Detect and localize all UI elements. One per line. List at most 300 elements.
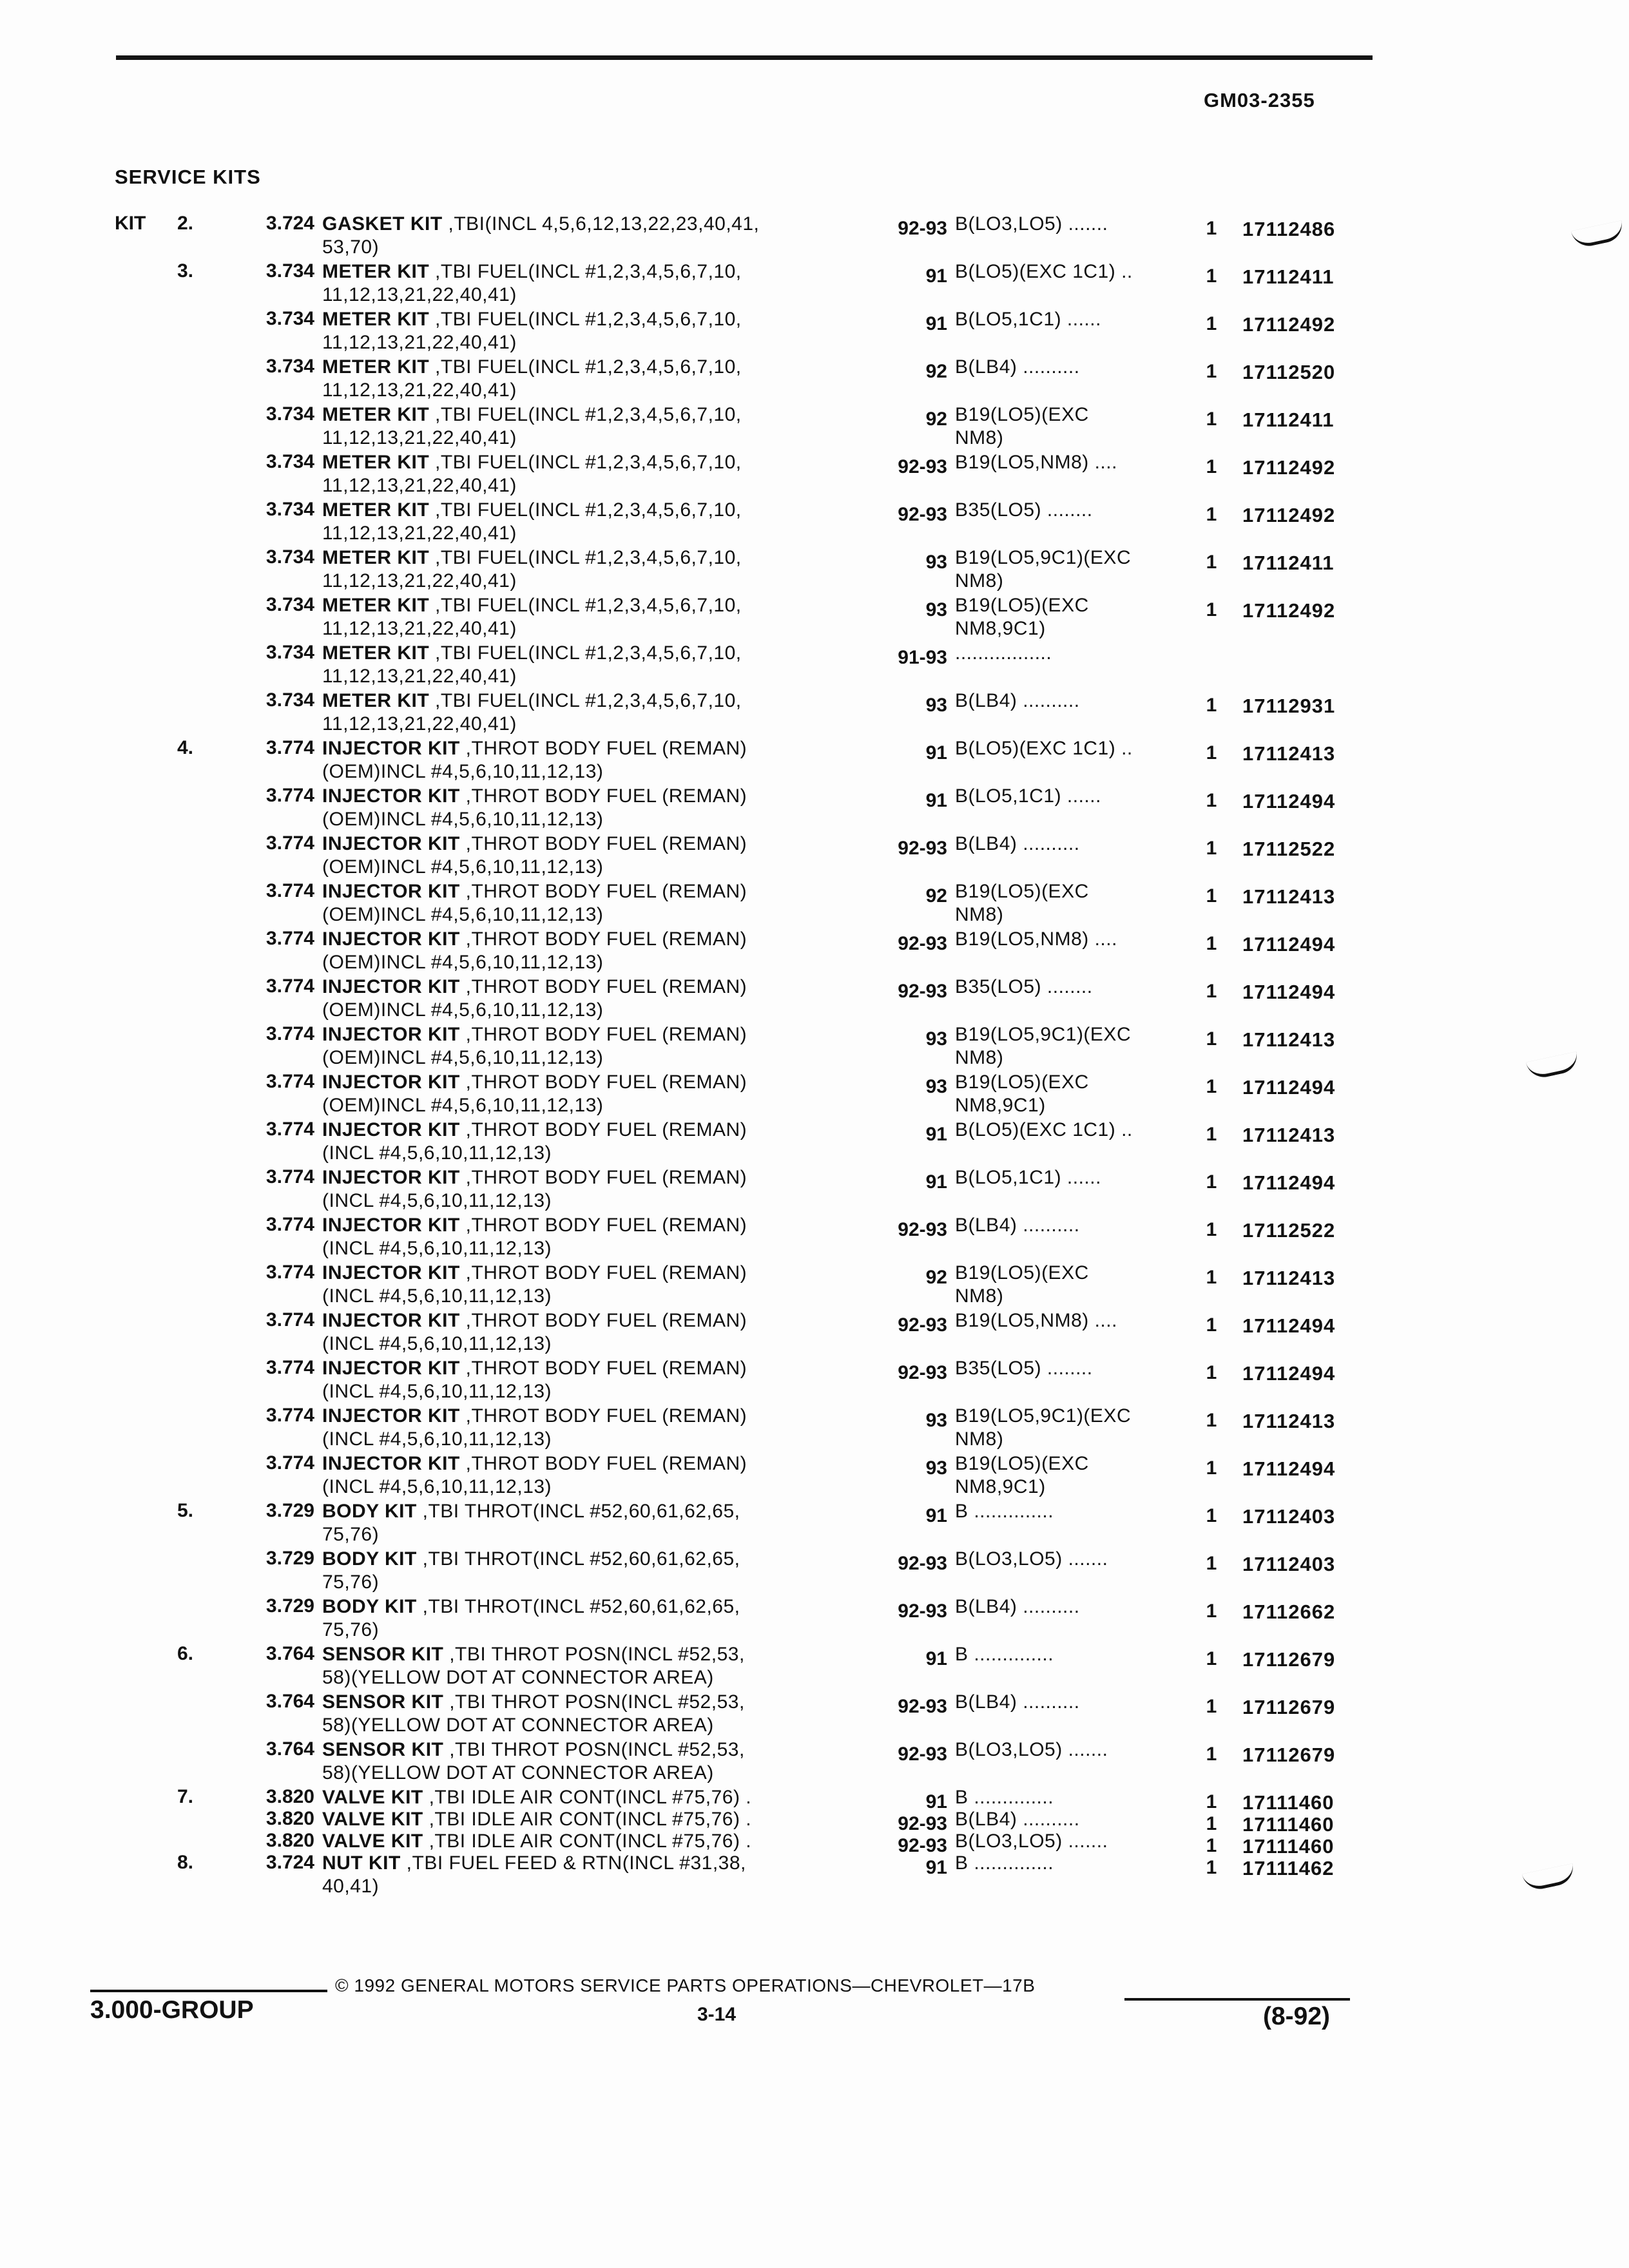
application: B35(LO5) ........ [955,1358,1093,1379]
model-years: 92-93 [898,456,947,477]
quantity: 1 [1206,1505,1217,1526]
kit-name: INJECTOR KIT [322,738,460,759]
kit-name: METER KIT [322,404,430,425]
description [322,356,883,402]
application: B19(LO5,NM8) .... [955,452,1117,473]
quantity: 1 [1206,1648,1217,1669]
item-number: 7. [177,1786,193,1807]
quantity: 1 [1206,361,1217,382]
application: B19(LO5,NM8) .... [955,928,1117,950]
table-row [0,1119,1629,1168]
figure-ref: 3.764 [265,1738,314,1760]
kit-name: METER KIT [322,261,430,282]
kit-detail: ,THROT BODY FUEL (REMAN) (INCL #4,5,6,10,11,12,13) [322,1358,747,1402]
kit-name: VALVE KIT [322,1831,423,1852]
table-row [0,1548,1629,1597]
kit-detail: ,TBI FUEL(INCL #1,2,3,4,5,6,7,10, 11,12,13,21,22,40,41) [322,404,742,448]
kit-name: INJECTOR KIT [322,1119,460,1140]
quantity: 1 [1206,1028,1217,1050]
description [322,1023,883,1070]
kit-name: VALVE KIT [322,1809,423,1830]
kit-detail: ,TBI IDLE AIR CONT(INCL #75,76) . [423,1809,752,1830]
kit-detail: ,TBI FUEL(INCL #1,2,3,4,5,6,7,10, 11,12,13,21,22,40,41) [322,595,742,639]
figure-ref: 3.724 [265,1852,314,1873]
table-row [0,1023,1629,1072]
description [322,1643,883,1689]
quantity: 1 [1206,1553,1217,1574]
figure-ref: 3.774 [265,1452,314,1474]
item-number: 6. [177,1643,193,1664]
description [322,1214,883,1260]
quantity: 1 [1206,1791,1217,1812]
description [322,928,883,974]
kit-name: INJECTOR KIT [322,1453,460,1474]
kit-detail: ,THROT BODY FUEL (REMAN) (OEM)INCL #4,5,6,10,11,12,13) [322,785,747,830]
description [322,832,883,879]
description [322,1500,883,1546]
kit-name: INJECTOR KIT [322,1262,460,1283]
application: B(LO3,LO5) ....... [955,1739,1108,1760]
kit-name: INJECTOR KIT [322,1310,460,1331]
part-number: 17112403 [1242,1553,1336,1575]
kit-detail: ,TBI IDLE AIR CONT(INCL #75,76) . [423,1787,752,1808]
figure-ref: 3.724 [265,213,314,234]
kit-name: SENSOR KIT [322,1691,444,1713]
part-number: 17112662 [1242,1600,1336,1623]
application: B(LB4) .......... [955,690,1080,711]
quantity: 1 [1206,1600,1217,1622]
description [322,499,883,545]
description [322,403,883,450]
kit-detail: ,THROT BODY FUEL (REMAN) (OEM)INCL #4,5,6,10,11,12,13) [322,833,747,878]
part-number: 17112413 [1242,1028,1336,1051]
model-years: 92-93 [898,838,947,859]
page-number: 3-14 [697,2004,737,2025]
table-row [0,689,1629,738]
kit-detail: ,THROT BODY FUEL (REMAN) (INCL #4,5,6,10,11,12,13) [322,1167,747,1211]
kit-name: METER KIT [322,642,430,664]
table-row [0,499,1629,548]
part-number: 17112494 [1242,933,1336,956]
kit-name: INJECTOR KIT [322,1167,460,1188]
model-years: 91 [925,265,947,287]
quantity: 1 [1206,1835,1217,1856]
part-number: 17111462 [1242,1857,1335,1879]
quantity: 1 [1206,1267,1217,1288]
application: B19(LO5,9C1)(EXC NM8) [955,1405,1132,1450]
description [322,1786,883,1809]
description [322,1738,883,1785]
footer-rule-left [90,1990,327,1992]
kit-detail: ,THROT BODY FUEL (REMAN) (OEM)INCL #4,5,6,10,11,12,13) [322,1072,747,1116]
quantity: 1 [1206,456,1217,477]
quantity: 1 [1206,313,1217,334]
application: B35(LO5) ........ [955,499,1093,521]
table-row [0,1595,1629,1644]
part-number: 17112494 [1242,981,1336,1003]
application: B(LB4) .......... [955,1809,1080,1830]
description [322,260,883,307]
quantity: 1 [1206,1813,1217,1834]
quantity: 1 [1206,1076,1217,1097]
figure-ref: 3.774 [265,1023,314,1044]
model-years: 91 [925,1124,947,1145]
kit-detail: ,TBI FUEL(INCL #1,2,3,4,5,6,7,10, 11,12,13,21,22,40,41) [322,642,742,687]
application: B(LO5,1C1) ...... [955,785,1101,807]
description [322,1830,883,1853]
part-number: 17112486 [1242,218,1336,240]
kit-name: INJECTOR KIT [322,1358,460,1379]
part-number: 17112403 [1242,1505,1336,1528]
figure-ref: 3.774 [265,975,314,997]
table-row [0,832,1629,881]
quantity: 1 [1206,838,1217,859]
quantity: 1 [1206,1219,1217,1240]
figure-ref: 3.734 [265,356,314,377]
figure-ref: 3.774 [265,785,314,806]
quantity: 1 [1206,1124,1217,1145]
application: B19(LO5)(EXC NM8,9C1) [955,595,1089,639]
description [322,737,883,783]
application: B .............. [955,1787,1054,1808]
figure-ref: 3.729 [265,1500,314,1521]
part-number: 17111460 [1242,1835,1335,1858]
part-number: 17112492 [1242,504,1336,526]
description [322,785,883,831]
part-number: 17112520 [1242,361,1336,383]
kit-name: SENSOR KIT [322,1644,444,1665]
application: B(LO5,1C1) ...... [955,1167,1101,1188]
description [322,1452,883,1499]
table-row [0,975,1629,1024]
description [322,594,883,640]
figure-ref: 3.774 [265,832,314,854]
application: B35(LO5) ........ [955,976,1093,997]
kit-detail: ,THROT BODY FUEL (REMAN) (INCL #4,5,6,10,11,12,13) [322,1453,747,1497]
quantity: 1 [1206,504,1217,525]
model-years: 93 [925,552,947,573]
application: B19(LO5)(EXC NM8) [955,404,1089,448]
description [322,1262,883,1308]
part-number: 17112413 [1242,885,1336,908]
figure-ref: 3.734 [265,594,314,615]
table-row [0,213,1629,262]
kit-name: INJECTOR KIT [322,833,460,854]
item-number: 8. [177,1852,193,1873]
quantity: 1 [1206,1410,1217,1431]
group-label: 3.000-GROUP [90,1996,254,2024]
kit-detail: ,TBI THROT(INCL #52,60,61,62,65, 75,76) [322,1596,740,1640]
kit-label: KIT [115,213,146,234]
copyright-notice: © 1992 GENERAL MOTORS SERVICE PARTS OPERATIONS—CHEVROLET—17B [335,1975,1036,1995]
kit-detail: ,TBI THROT POSN(INCL #52,53, 58)(YELLOW DOT AT CONNECTOR AREA) [322,1739,745,1783]
quantity: 1 [1206,981,1217,1002]
figure-ref: 3.820 [265,1830,314,1851]
quantity: 1 [1206,742,1217,764]
model-years: 91 [925,1505,947,1526]
figure-ref: 3.734 [265,260,314,282]
kit-detail: ,THROT BODY FUEL (REMAN) (INCL #4,5,6,10,11,12,13) [322,1262,747,1307]
description [322,451,883,497]
quantity: 1 [1206,695,1217,716]
part-number: 17111460 [1242,1791,1335,1814]
model-years: 91 [925,1171,947,1193]
table-row [0,1738,1629,1787]
application: B19(LO5)(EXC NM8) [955,1262,1089,1307]
section-title: SERVICE KITS [115,166,261,188]
kit-detail: ,THROT BODY FUEL (REMAN) (INCL #4,5,6,10,11,12,13) [322,1310,747,1354]
part-number: 17112492 [1242,313,1336,336]
kit-detail: ,TBI IDLE AIR CONT(INCL #75,76) . [423,1831,752,1852]
kit-name: INJECTOR KIT [322,1024,460,1045]
kit-name: GASKET KIT [322,213,443,235]
kit-detail: ,THROT BODY FUEL (REMAN) (INCL #4,5,6,10,11,12,13) [322,1119,747,1164]
kit-detail: ,TBI(INCL 4,5,6,12,13,22,23,40,41, 53,70) [322,213,760,258]
application: B(LB4) .......... [955,1215,1080,1236]
figure-ref: 3.774 [265,1309,314,1331]
item-number: 3. [177,260,193,282]
model-years: 92-93 [898,1219,947,1240]
model-years: 92-93 [898,1314,947,1336]
application: B(LO3,LO5) ....... [955,1831,1108,1852]
kit-name: INJECTOR KIT [322,1072,460,1093]
figure-ref: 3.734 [265,546,314,568]
table-row [0,260,1629,309]
figure-ref: 3.820 [265,1786,314,1807]
table-row [0,1643,1629,1692]
table-row [0,1166,1629,1215]
table-row [0,1691,1629,1740]
figure-ref: 3.774 [265,1357,314,1378]
figure-ref: 3.734 [265,403,314,425]
description [322,880,883,927]
figure-ref: 3.774 [265,928,314,949]
description [322,1405,883,1451]
description [322,1166,883,1213]
figure-ref: 3.820 [265,1808,314,1829]
application: B19(LO5,9C1)(EXC NM8) [955,547,1132,591]
kit-detail: ,TBI FUEL(INCL #1,2,3,4,5,6,7,10, 11,12,13,21,22,40,41) [322,499,742,544]
kit-name: SENSOR KIT [322,1739,444,1760]
kit-detail: ,THROT BODY FUEL (REMAN) (OEM)INCL #4,5,6,10,11,12,13) [322,1024,747,1068]
kit-name: METER KIT [322,452,430,473]
part-number: 17112411 [1242,552,1335,574]
figure-ref: 3.774 [265,1214,314,1235]
kit-detail: ,THROT BODY FUEL (REMAN) (OEM)INCL #4,5,6,10,11,12,13) [322,976,747,1021]
model-years: 92 [925,885,947,907]
application: ................. [955,642,1052,664]
quantity: 1 [1206,1696,1217,1717]
quantity: 1 [1206,885,1217,907]
description [322,689,883,736]
part-number: 17112679 [1242,1744,1336,1766]
model-years: 93 [925,695,947,716]
figure-ref: 3.734 [265,451,314,472]
kit-detail: ,TBI FUEL(INCL #1,2,3,4,5,6,7,10, 11,12,13,21,22,40,41) [322,547,742,591]
kit-name: INJECTOR KIT [322,881,460,902]
table-row [0,785,1629,834]
table-row [0,880,1629,929]
kit-detail: ,TBI THROT POSN(INCL #52,53, 58)(YELLOW DOT AT CONNECTOR AREA) [322,1644,745,1688]
kit-name: METER KIT [322,595,430,616]
table-row [0,403,1629,452]
figure-ref: 3.774 [265,1119,314,1140]
description [322,213,883,259]
model-years: 92-93 [898,981,947,1002]
model-years: 91 [925,1857,947,1878]
description [322,1595,883,1642]
figure-ref: 3.734 [265,308,314,329]
quantity: 1 [1206,265,1217,287]
description [322,1548,883,1594]
figure-ref: 3.734 [265,689,314,711]
table-row [0,1405,1629,1454]
model-years: 92 [925,408,947,430]
model-years: 92-93 [898,1696,947,1717]
figure-ref: 3.774 [265,880,314,901]
figure-ref: 3.774 [265,1405,314,1426]
kit-name: INJECTOR KIT [322,1215,460,1236]
kit-detail: ,TBI THROT(INCL #52,60,61,62,65, 75,76) [322,1548,740,1593]
table-row [0,642,1629,691]
application: B .............. [955,1501,1054,1522]
quantity: 1 [1206,1171,1217,1193]
application: B19(LO5,NM8) .... [955,1310,1117,1331]
kit-name: METER KIT [322,690,430,711]
part-number: 17112413 [1242,742,1336,765]
kit-detail: ,TBI THROT(INCL #52,60,61,62,65, 75,76) [322,1501,740,1545]
kit-name: METER KIT [322,547,430,568]
table-row [0,594,1629,643]
kit-name: METER KIT [322,356,430,378]
model-years: 92-93 [898,933,947,954]
part-number: 17112931 [1242,695,1336,717]
description [322,1071,883,1117]
figure-ref: 3.774 [265,737,314,758]
application: B(LO5)(EXC 1C1) .. [955,738,1133,759]
kit-name: INJECTOR KIT [322,1405,460,1427]
quantity: 1 [1206,552,1217,573]
table-row [0,1357,1629,1406]
quantity: 1 [1206,1314,1217,1336]
part-number: 17112494 [1242,1076,1336,1099]
quantity: 1 [1206,1362,1217,1383]
application: B(LO5)(EXC 1C1) .. [955,261,1133,282]
part-number: 17112522 [1242,838,1336,860]
model-years: 91 [925,1648,947,1669]
table-row [0,1309,1629,1358]
description [322,1309,883,1356]
figure-ref: 3.774 [265,1071,314,1092]
kit-name: METER KIT [322,499,430,521]
application: B(LO5)(EXC 1C1) .. [955,1119,1133,1140]
kit-detail: ,THROT BODY FUEL (REMAN) (OEM)INCL #4,5,6,10,11,12,13) [322,928,747,973]
model-years: 92-93 [898,1835,947,1856]
application: B(LO3,LO5) ....... [955,213,1108,235]
part-number: 17112413 [1242,1124,1336,1146]
model-years: 92-93 [898,504,947,525]
part-number: 17112494 [1242,1362,1336,1385]
kit-name: INJECTOR KIT [322,928,460,950]
part-number: 17112413 [1242,1267,1336,1289]
table-row [0,451,1629,500]
quantity: 1 [1206,599,1217,620]
description [322,1691,883,1737]
kit-name: BODY KIT [322,1596,417,1617]
kit-detail: ,THROT BODY FUEL (REMAN) (OEM)INCL #4,5,6,10,11,12,13) [322,738,747,782]
kit-name: VALVE KIT [322,1787,423,1808]
part-number: 17112522 [1242,1219,1336,1242]
part-number: 17112494 [1242,1457,1336,1480]
page-code: GM03-2355 [1204,89,1315,111]
model-years: 93 [925,1457,947,1479]
application: B(LO3,LO5) ....... [955,1548,1108,1570]
model-years: 92-93 [898,1362,947,1383]
application: B19(LO5)(EXC NM8,9C1) [955,1072,1089,1116]
part-number: 17112494 [1242,1314,1336,1337]
figure-ref: 3.774 [265,1262,314,1283]
table-row [0,1214,1629,1263]
part-number: 17112492 [1242,599,1336,622]
table-row [0,928,1629,977]
application: B(LO5,1C1) ...... [955,309,1101,330]
description [322,1852,883,1898]
part-number: 17112492 [1242,456,1336,479]
part-number: 17112494 [1242,790,1336,812]
table-row [0,1262,1629,1311]
table-row [0,1500,1629,1549]
kit-name: INJECTOR KIT [322,976,460,997]
application: B .............. [955,1852,1054,1874]
model-years: 92-93 [898,218,947,239]
description [322,308,883,354]
application: B(LB4) .......... [955,1691,1080,1713]
figure-ref: 3.774 [265,1166,314,1187]
table-row [0,1071,1629,1120]
description [322,975,883,1022]
description [322,1119,883,1165]
part-number: 17112679 [1242,1696,1336,1718]
table-row [0,737,1629,786]
kit-detail: ,TBI FUEL(INCL #1,2,3,4,5,6,7,10, 11,12,13,21,22,40,41) [322,309,742,353]
application: B .............. [955,1644,1054,1665]
kit-name: INJECTOR KIT [322,785,460,807]
part-number: 17112679 [1242,1648,1336,1671]
model-years: 91 [925,1791,947,1812]
part-number: 17112411 [1242,265,1335,288]
model-years: 92-93 [898,1813,947,1834]
figure-ref: 3.764 [265,1691,314,1712]
application: B(LB4) .......... [955,1596,1080,1617]
application: B19(LO5)(EXC NM8,9C1) [955,1453,1089,1497]
model-years: 93 [925,1028,947,1050]
kit-detail: ,THROT BODY FUEL (REMAN) (INCL #4,5,6,10,11,12,13) [322,1405,747,1450]
kit-detail: ,TBI FUEL(INCL #1,2,3,4,5,6,7,10, 11,12,13,21,22,40,41) [322,690,742,735]
kit-detail: ,TBI THROT POSN(INCL #52,53, 58)(YELLOW DOT AT CONNECTOR AREA) [322,1691,745,1736]
model-years: 91 [925,790,947,811]
model-years: 91 [925,313,947,334]
part-number: 17112494 [1242,1171,1336,1194]
kit-detail: ,THROT BODY FUEL (REMAN) (OEM)INCL #4,5,6,10,11,12,13) [322,881,747,925]
application: B(LB4) .......... [955,833,1080,854]
figure-ref: 3.734 [265,499,314,520]
kit-name: METER KIT [322,309,430,330]
item-number: 5. [177,1500,193,1521]
figure-ref: 3.729 [265,1595,314,1617]
figure-ref: 3.764 [265,1643,314,1664]
table-row [0,546,1629,595]
item-number: 4. [177,737,193,758]
